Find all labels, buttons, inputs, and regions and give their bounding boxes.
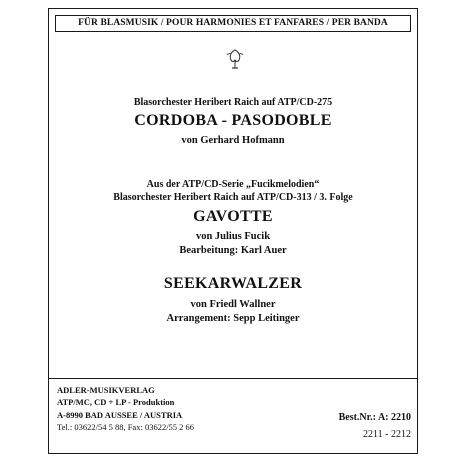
sheet-cover: [48, 8, 418, 454]
publisher-contact: Tel.: 03622/54 5 88, Fax: 03622/55 2 66: [57, 421, 195, 432]
piece-2-arrangement: Bearbeitung: Karl Auer: [179, 245, 287, 256]
publisher-name: ADLER-MUSIKVERLAG: [57, 385, 155, 395]
piece-3-composer: von Friedl Wallner: [190, 299, 276, 310]
piece-3-arrangement: Arrangement: Sepp Leitinger: [166, 313, 300, 324]
piece-1-composer: von Gerhard Hofmann: [181, 135, 285, 146]
piece-1-title: CORDOBA - PASODOBLE: [134, 112, 332, 129]
genre-banner: FÜR BLASMUSIK / POUR HARMONIES ET FANFARES / PER BANDA: [55, 15, 411, 32]
piece-2-composer: von Julius Fucik: [195, 231, 271, 242]
lyre-ornament-icon: [225, 48, 245, 72]
publisher-address: A-8990 BAD AUSSEE / AUSTRIA: [57, 409, 183, 420]
publisher-block: [57, 384, 194, 433]
piece-2-title: GAVOTTE: [193, 208, 273, 225]
piece-1-recording: Blasorchester Heribert Raich auf ATP/CD-275: [133, 97, 333, 108]
piece-2-series-line1: Aus der ATP/CD-Serie „Fucikmelodien“: [146, 179, 320, 190]
footer-divider: [49, 378, 417, 379]
piece-3-title: SEEKARWALZER: [163, 275, 303, 292]
order-number: Best.Nr.: A: 2210: [338, 412, 411, 423]
piece-2-series-line2: Blasorchester Heribert Raich auf ATP/CD-313 / 3. Folge: [113, 192, 353, 203]
publisher-production: ATP/MC, CD + LP - Produktion: [57, 397, 175, 408]
number-range: 2211 - 2212: [363, 429, 411, 440]
